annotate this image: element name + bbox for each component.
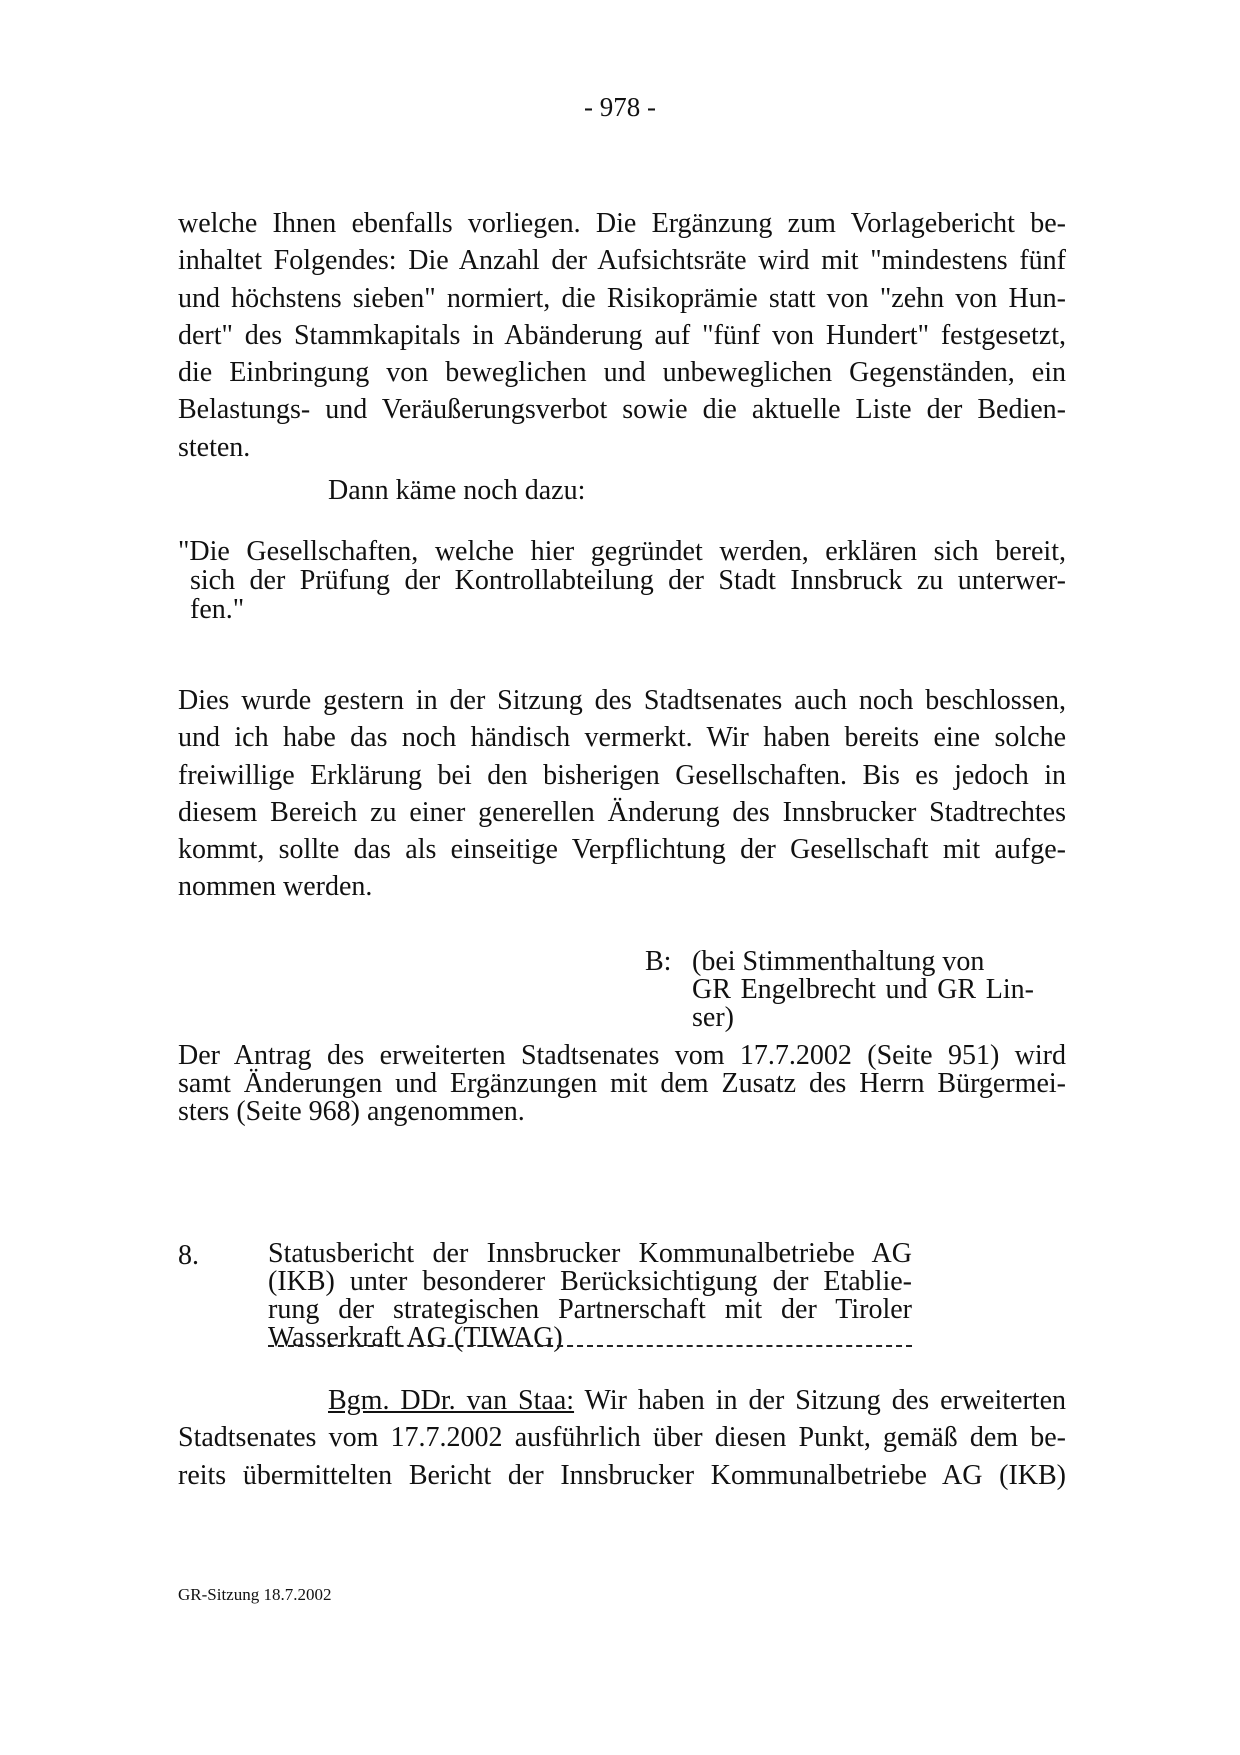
text-line: die Einbringung von beweglichen und unbeweglichen Gegenständen, ein: [178, 357, 1066, 389]
vote-line: GR Engelbrecht und GR Lin-: [692, 974, 1034, 1005]
agenda-item-title: [268, 1240, 912, 1352]
agenda-item-number: 8.: [178, 1240, 199, 1271]
text-line: freiwillige Erklärung bei den bisherigen Gesellschaften. Bis es jedoch in: [178, 759, 1066, 791]
text-line: welche Ihnen ebenfalls vorliegen. Die Ergänzung zum Vorlagebericht be-: [178, 208, 1066, 239]
indented-sentence: Dann käme noch dazu:: [328, 475, 586, 506]
text-line: steten.: [178, 431, 251, 463]
text-line: reits übermittelten Bericht der Innsbrucker Kommunalbetriebe AG (IKB): [178, 1459, 1066, 1491]
vote-line: ser): [692, 1002, 734, 1033]
resolution-line: Der Antrag des erweiterten Stadtsenates vom 17.7.2002 (Seite 951) wird: [178, 1040, 1066, 1071]
paragraph-2: [178, 682, 1066, 906]
text-line: Stadtsenates vom 17.7.2002 ausführlich über diesen Punkt, gemäß dem be-: [178, 1422, 1066, 1454]
paragraph-3: [178, 1382, 1066, 1494]
agenda-title-line: Wasserkraft AG (TIWAG): [268, 1322, 563, 1353]
text-line: kommt, sollte das als einseitige Verpflichtung der Gesellschaft mit aufge-: [178, 834, 1066, 866]
vote-note: [692, 948, 1034, 1032]
text-line: [178, 1382, 1066, 1419]
speech-start: Wir haben in der Sitzung des erweiterten: [574, 1385, 1067, 1416]
quote-line: sich der Prüfung der Kontrollabteilung der Stadt Innsbruck zu unterwer-: [190, 565, 1066, 596]
vote-line: (bei Stimmenthaltung von: [692, 946, 985, 977]
text-line: Belastungs- und Veräußerungsverbot sowie die aktuelle Liste der Bedien-: [178, 394, 1066, 426]
text-line: und ich habe das noch händisch vermerkt. Wir haben bereits eine solche: [178, 722, 1066, 754]
agenda-title-line: Statusbericht der Innsbrucker Kommunalbetriebe AG: [268, 1238, 912, 1269]
resolution-line: sters (Seite 968) angenommen.: [178, 1096, 525, 1127]
speaker-name: Bgm. DDr. van Staa:: [328, 1385, 575, 1416]
page-number: - 978 -: [584, 92, 656, 122]
text-line: dert" des Stammkapitals in Abänderung auf "fünf von Hundert" festgesetzt,: [178, 319, 1066, 351]
text-line: nommen werden.: [178, 871, 373, 903]
text-line: und höchstens sieben" normiert, die Risikoprämie statt von "zehn von Hun-: [178, 282, 1066, 314]
vote-label: B:: [645, 946, 672, 977]
quote-line: fen.": [190, 594, 245, 625]
agenda-title-line: rung der strategischen Partnerschaft mit der Tiroler: [268, 1294, 912, 1325]
quote-line: "Die Gesellschaften, welche hier gegründet werden, erklären sich bereit,: [178, 536, 1066, 567]
text-line: inhaltet Folgendes: Die Anzahl der Aufsichtsräte wird mit "mindestens fünf: [178, 245, 1066, 277]
agenda-title-line: (IKB) unter besonderer Berücksichtigung der Etablie-: [268, 1266, 912, 1297]
paragraph-1: [178, 205, 1066, 466]
resolution-line: samt Änderungen und Ergänzungen mit dem Zusatz des Herrn Bürgermei-: [178, 1068, 1066, 1099]
text-line: Dies wurde gestern in der Sitzung des Stadtsenates auch noch beschlossen,: [178, 685, 1066, 716]
text-line: diesem Bereich zu einer generellen Änderung des Innsbrucker Stadtrechtes: [178, 796, 1066, 828]
page-footer: GR-Sitzung 18.7.2002: [178, 1585, 332, 1604]
resolution-text: [178, 1042, 1066, 1126]
dashed-separator: [268, 1345, 912, 1347]
quotation-block: [178, 537, 1066, 624]
